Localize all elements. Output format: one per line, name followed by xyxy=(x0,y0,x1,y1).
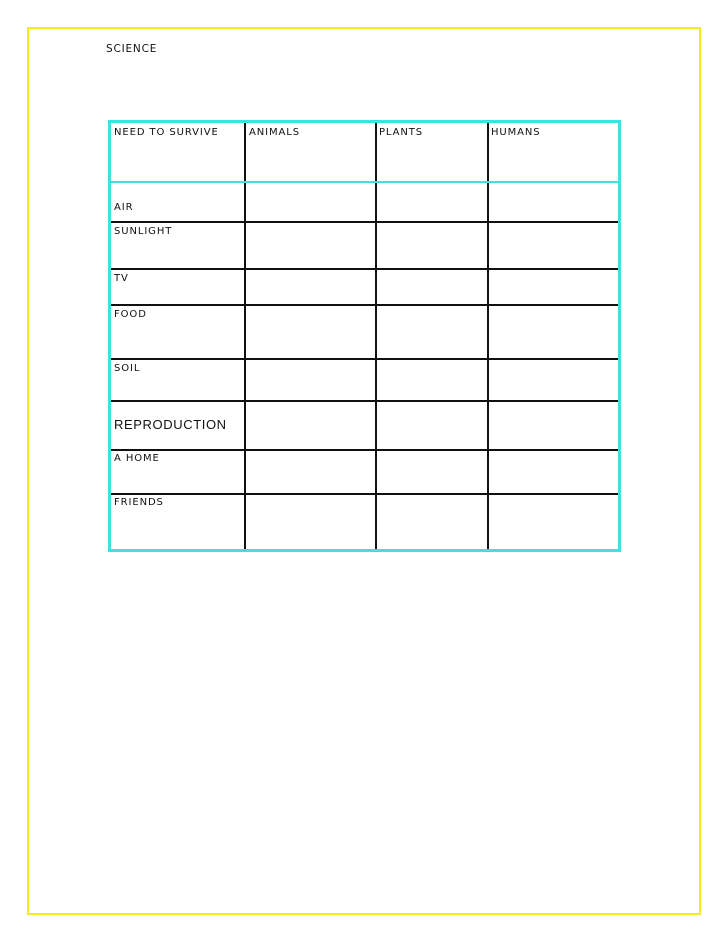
header-plants: PLANTS xyxy=(379,127,424,138)
row-label-sunlight: SUNLIGHT xyxy=(114,226,173,237)
row-label-air: AIR xyxy=(114,202,134,213)
row-divider xyxy=(111,493,618,495)
row-divider xyxy=(111,304,618,306)
row-label-soil: SOIL xyxy=(114,363,141,374)
row-label-food: FOOD xyxy=(114,309,147,320)
row-label-a-home: A HOME xyxy=(114,453,160,464)
row-divider xyxy=(111,221,618,223)
row-label-reproduction: REPRODUCTION xyxy=(114,417,227,432)
header-divider xyxy=(111,181,618,183)
header-need-to-survive: NEED TO SURVIVE xyxy=(114,127,219,138)
row-divider xyxy=(111,400,618,402)
header-humans: HUMANS xyxy=(491,127,541,138)
column-divider xyxy=(487,123,489,549)
survival-needs-table xyxy=(108,120,621,552)
row-divider xyxy=(111,358,618,360)
row-label-tv: TV xyxy=(114,273,129,284)
header-animals: ANIMALS xyxy=(249,127,300,138)
page-title: SCIENCE xyxy=(106,43,158,55)
row-label-friends: FRIENDS xyxy=(114,497,164,508)
column-divider xyxy=(244,123,246,549)
row-divider xyxy=(111,449,618,451)
column-divider xyxy=(375,123,377,549)
row-divider xyxy=(111,268,618,270)
